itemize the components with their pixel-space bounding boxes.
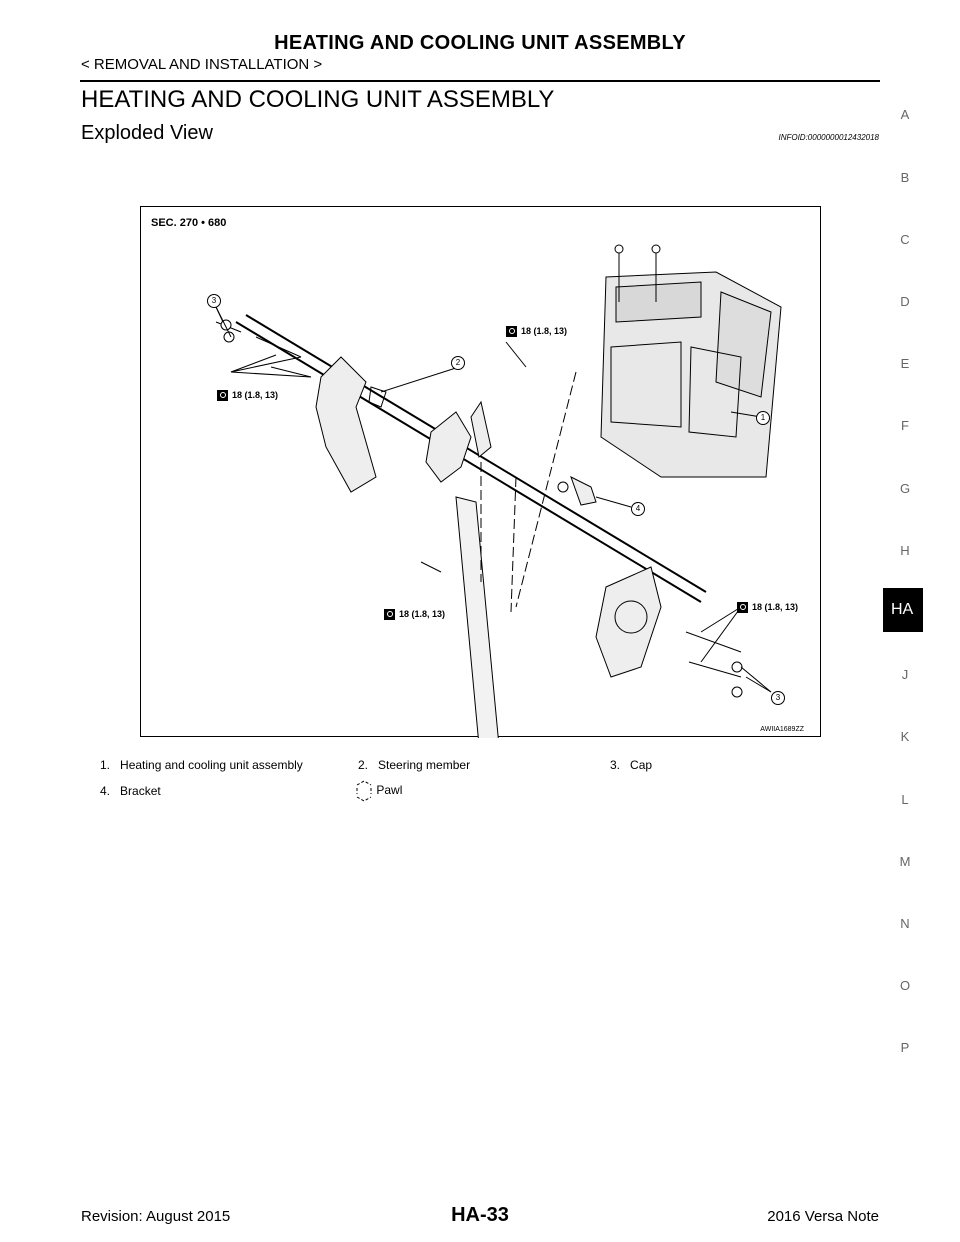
- page-header-title: HEATING AND COOLING UNIT ASSEMBLY: [274, 32, 686, 54]
- callout-2: 2: [451, 356, 465, 370]
- torque-spec-label: 18 (1.8, 13): [384, 609, 445, 620]
- legend-item: 4. Bracket: [100, 784, 161, 798]
- legend-item: 1. Heating and cooling unit assembly: [100, 758, 303, 772]
- torque-spec-label: 18 (1.8, 13): [737, 602, 798, 613]
- exploded-view-drawing: [141, 207, 822, 738]
- side-index-item[interactable]: N: [900, 916, 910, 931]
- legend-item: Pawl: [355, 780, 402, 802]
- section-code-label: SEC. 270 • 680: [151, 217, 227, 229]
- side-index-item[interactable]: G: [899, 481, 911, 496]
- torque-spec-label: 18 (1.8, 13): [217, 390, 278, 401]
- torque-spec-label: 18 (1.8, 13): [506, 326, 567, 337]
- page-number: HA-33: [451, 1204, 509, 1226]
- wrench-icon: [217, 390, 228, 401]
- wrench-icon: [737, 602, 748, 613]
- side-index-item[interactable]: M: [899, 854, 911, 869]
- side-index-item[interactable]: H: [900, 543, 910, 558]
- footer-model: 2016 Versa Note: [767, 1208, 879, 1225]
- callout-4: 4: [631, 502, 645, 516]
- legend-item: 2. Steering member: [358, 758, 471, 772]
- side-index-item-active[interactable]: HA: [883, 588, 923, 632]
- wrench-icon: [506, 326, 517, 337]
- side-index-item[interactable]: P: [900, 1040, 910, 1055]
- wrench-icon: [384, 609, 395, 620]
- callout-1: 1: [756, 411, 770, 425]
- side-index-item[interactable]: B: [900, 170, 910, 185]
- footer-revision: Revision: August 2015: [81, 1208, 231, 1225]
- side-index-item[interactable]: E: [900, 356, 910, 371]
- callout-3: 3: [771, 691, 785, 705]
- figure-id: AWIIA1689ZZ: [760, 726, 804, 733]
- page-title: HEATING AND COOLING UNIT ASSEMBLY: [81, 86, 555, 113]
- callout-3: 3: [207, 294, 221, 308]
- info-id: INFOID:0000000012432018: [778, 133, 879, 142]
- side-index-item[interactable]: L: [901, 792, 909, 807]
- legend-item: 3. Cap: [610, 758, 653, 772]
- exploded-view-figure: [140, 206, 821, 737]
- side-index-item[interactable]: O: [899, 978, 911, 993]
- side-index-item[interactable]: C: [900, 232, 910, 247]
- section-title: Exploded View: [81, 122, 213, 144]
- side-index-item[interactable]: D: [900, 294, 910, 309]
- side-index-item[interactable]: F: [901, 418, 909, 433]
- side-index-item[interactable]: K: [900, 729, 910, 744]
- side-index-item[interactable]: A: [900, 107, 910, 122]
- side-index-item[interactable]: J: [901, 667, 909, 682]
- breadcrumb: < REMOVAL AND INSTALLATION >: [81, 56, 323, 73]
- header-divider: [80, 80, 880, 82]
- pawl-icon: [355, 780, 373, 802]
